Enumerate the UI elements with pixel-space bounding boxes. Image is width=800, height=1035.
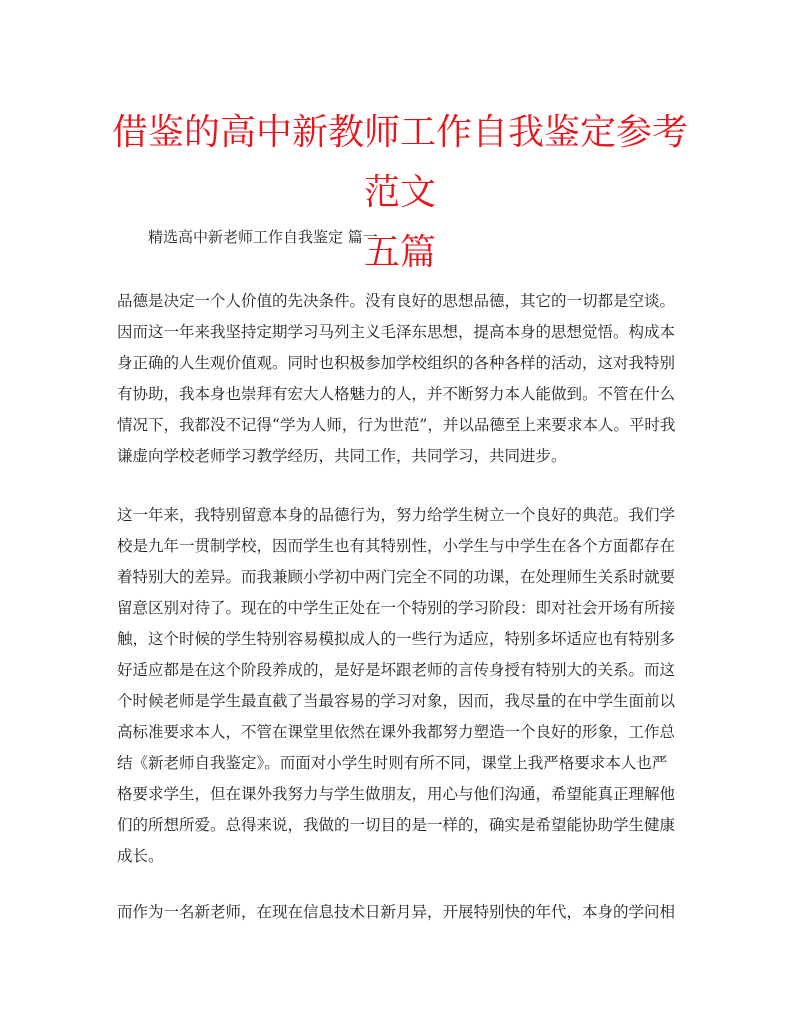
- paragraph-line: 有协助，我本身也崇拜有宏大人格魅力的人，并不断努力本人能做到。不管在什么: [117, 385, 676, 403]
- paragraph-line: 着特别大的差异。而我兼顾小学初中两门完全不同的功课，在处理师生关系时就要: [117, 568, 676, 586]
- paragraph-line: 因而这一年来我坚持定期学习马列主义毛泽东思想，提高本身的思想觉悟。构成本: [117, 323, 676, 341]
- document-title: [100, 103, 700, 283]
- paragraph-3: [117, 897, 687, 928]
- title-line-2: 五篇: [363, 232, 436, 273]
- title-line-1: 借鉴的高中新教师工作自我鉴定参考范文: [111, 112, 688, 213]
- paragraph-line: 而作为一名新老师，在现在信息技术日新月异，开展特别快的年代，本身的学问相: [117, 903, 676, 921]
- paragraph-line: 个时候老师是学生最直截了当最容易的学习对象，因而，我尽量的在中学生面前以: [117, 692, 676, 710]
- paragraph-line: 谦虚向学校老师学习教学经历，共同工作，共同学习，共同进步。: [117, 447, 567, 465]
- paragraph-line: 好适应都是在这个阶段养成的，是好是坏跟老师的言传身授有特别大的关系。而这: [117, 661, 676, 679]
- paragraph-line: 结《新老师自我鉴定》。而面对小学生时则有所不同，课堂上我严格要求本人也严: [117, 754, 668, 772]
- paragraph-line: 品德是决定一个人价值的先决条件。没有良好的思想品德，其它的一切都是空谈。: [117, 292, 676, 310]
- paragraph-line: 成长。: [117, 847, 164, 865]
- paragraph-line: 格要求学生，但在课外我努力与学生做朋友，用心与他们沟通，希望能真正理解他: [117, 785, 676, 803]
- paragraph-line: 触，这个时候的学生特别容易模拟成人的一些行为适应，特别多坏适应也有特别多: [117, 630, 676, 648]
- paragraph-line: 这一年来，我特别留意本身的品德行为，努力给学生树立一个良好的典范。我们学: [117, 506, 676, 524]
- paragraph-1: [117, 286, 687, 472]
- paragraph-line: 们的所想所爱。总得来说，我做的一切目的是一样的，确实是希望能协助学生健康: [117, 816, 676, 834]
- paragraph-2: [117, 500, 687, 872]
- paragraph-line: 身正确的人生观价值观。同时也积极参加学校组织的各种各样的活动，这对我特别: [117, 354, 676, 372]
- paragraph-line: 高标准要求本人，不管在课堂里依然在课外我都努力塑造一个良好的形象，工作总: [117, 723, 676, 741]
- paragraph-line: 留意区别对待了。现在的中学生正处在一个特别的学习阶段：即对社会开场有所接: [117, 599, 676, 617]
- paragraph-line: 校是九年一贯制学校，因而学生也有其特别性，小学生与中学生在各个方面都存在: [117, 537, 676, 555]
- document-subtitle: 精选高中新老师工作自我鉴定 篇一: [148, 228, 378, 246]
- paragraph-line: 情况下，我都没不记得“学为人师，行为世范”，并以品德至上来要求本人。平时我: [117, 416, 676, 434]
